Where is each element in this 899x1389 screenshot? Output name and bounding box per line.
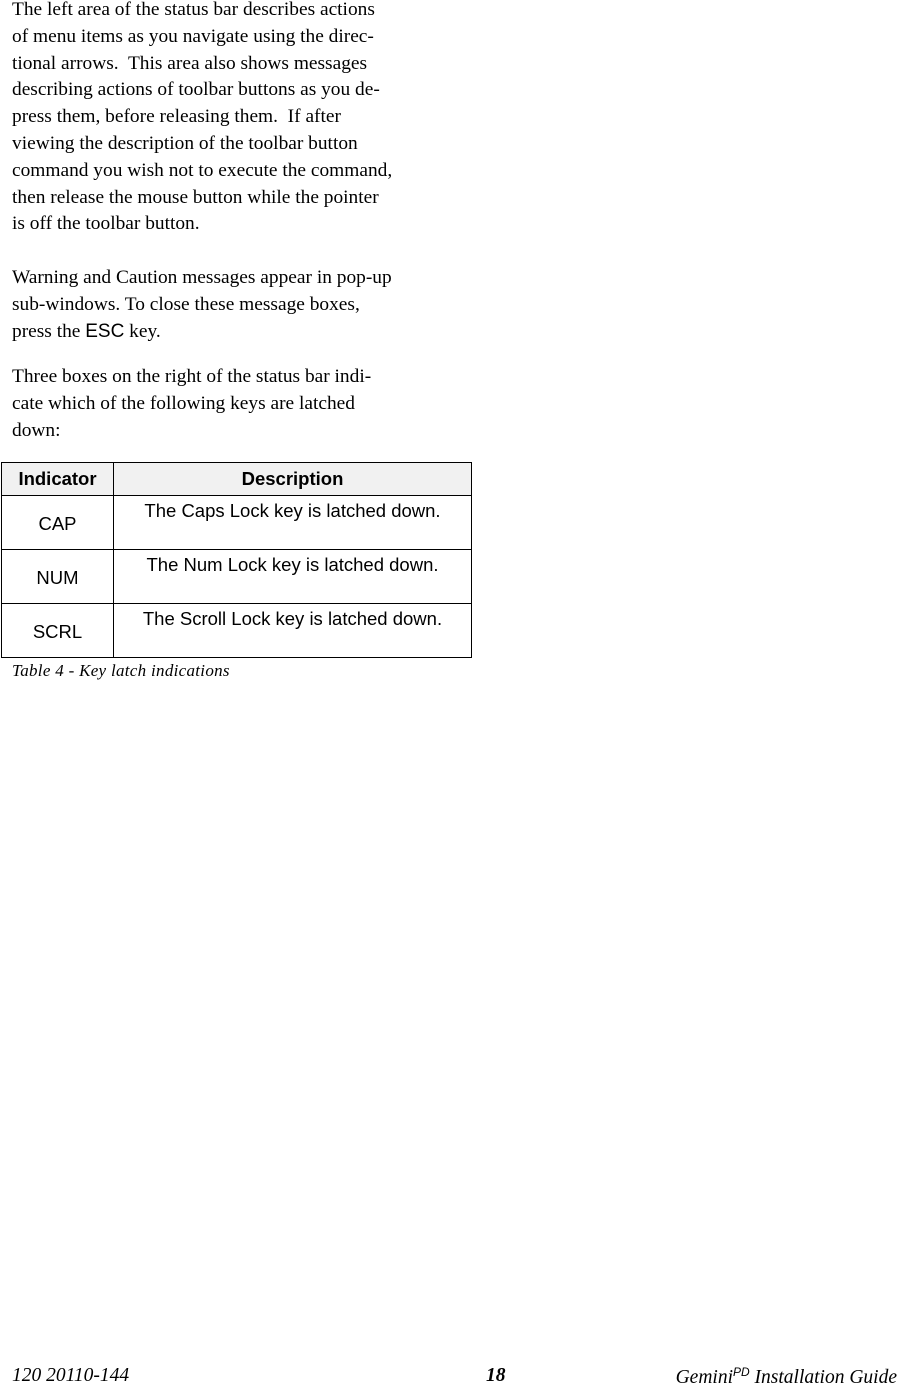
key-latch-table (1, 462, 472, 658)
text-line: Warning and Caution messages appear in pop-up (12, 267, 392, 288)
footer-page-number: 18 (486, 1365, 506, 1386)
text-line: down: (12, 419, 61, 441)
footer-title-superscript: PD (733, 1365, 750, 1379)
footer-guide-title (676, 1365, 897, 1389)
table-header-row (2, 463, 472, 496)
text-fragment: press the (12, 320, 86, 342)
text-line: describing actions of toolbar buttons as you de- (12, 79, 380, 101)
paragraph-warning-messages (12, 265, 464, 345)
text-line: press them, before releasing them. If after (12, 106, 341, 128)
text-line: then release the mouse button while the pointer (12, 186, 379, 208)
text-fragment: key. (124, 320, 161, 342)
footer-title-main: Gemini (675, 1367, 733, 1388)
table-row (2, 496, 472, 550)
text-line: sub-windows. To close these message boxes, (12, 293, 360, 315)
text-line: is off the toolbar button. (12, 213, 200, 235)
table-caption: Table 4 - Key latch indications (12, 661, 230, 680)
description-cell: The Num Lock key is latched down. (114, 550, 472, 604)
paragraph-status-bar-left (12, 0, 464, 238)
page-footer (0, 1365, 899, 1389)
indicator-cell: SCRL (2, 604, 114, 658)
text-line: cate which of the following keys are latched (12, 392, 355, 414)
footer-title-rest: Installation Guide (749, 1367, 897, 1388)
text-line (12, 319, 464, 346)
description-cell: The Scroll Lock key is latched down. (114, 604, 472, 658)
header-indicator: Indicator (2, 463, 114, 496)
text-line: tional arrows. This area also shows messages (12, 52, 368, 74)
text-line: Three boxes on the right of the status bar indi- (12, 366, 372, 387)
footer-doc-number: 120 20110-144 (12, 1365, 130, 1386)
description-cell: The Caps Lock key is latched down. (114, 496, 472, 550)
indicator-cell: NUM (2, 550, 114, 604)
header-description: Description (114, 463, 472, 496)
text-line: viewing the description of the toolbar button (12, 132, 358, 154)
table-row (2, 550, 472, 604)
text-line: The left area of the status bar describes actions (12, 0, 375, 20)
indicator-cell: CAP (2, 496, 114, 550)
text-line: command you wish not to execute the command, (12, 159, 393, 181)
table-row (2, 604, 472, 658)
esc-key-label: ESC (85, 320, 125, 342)
text-line: of menu items as you navigate using the direc- (12, 25, 374, 47)
paragraph-latched-keys (12, 364, 464, 444)
